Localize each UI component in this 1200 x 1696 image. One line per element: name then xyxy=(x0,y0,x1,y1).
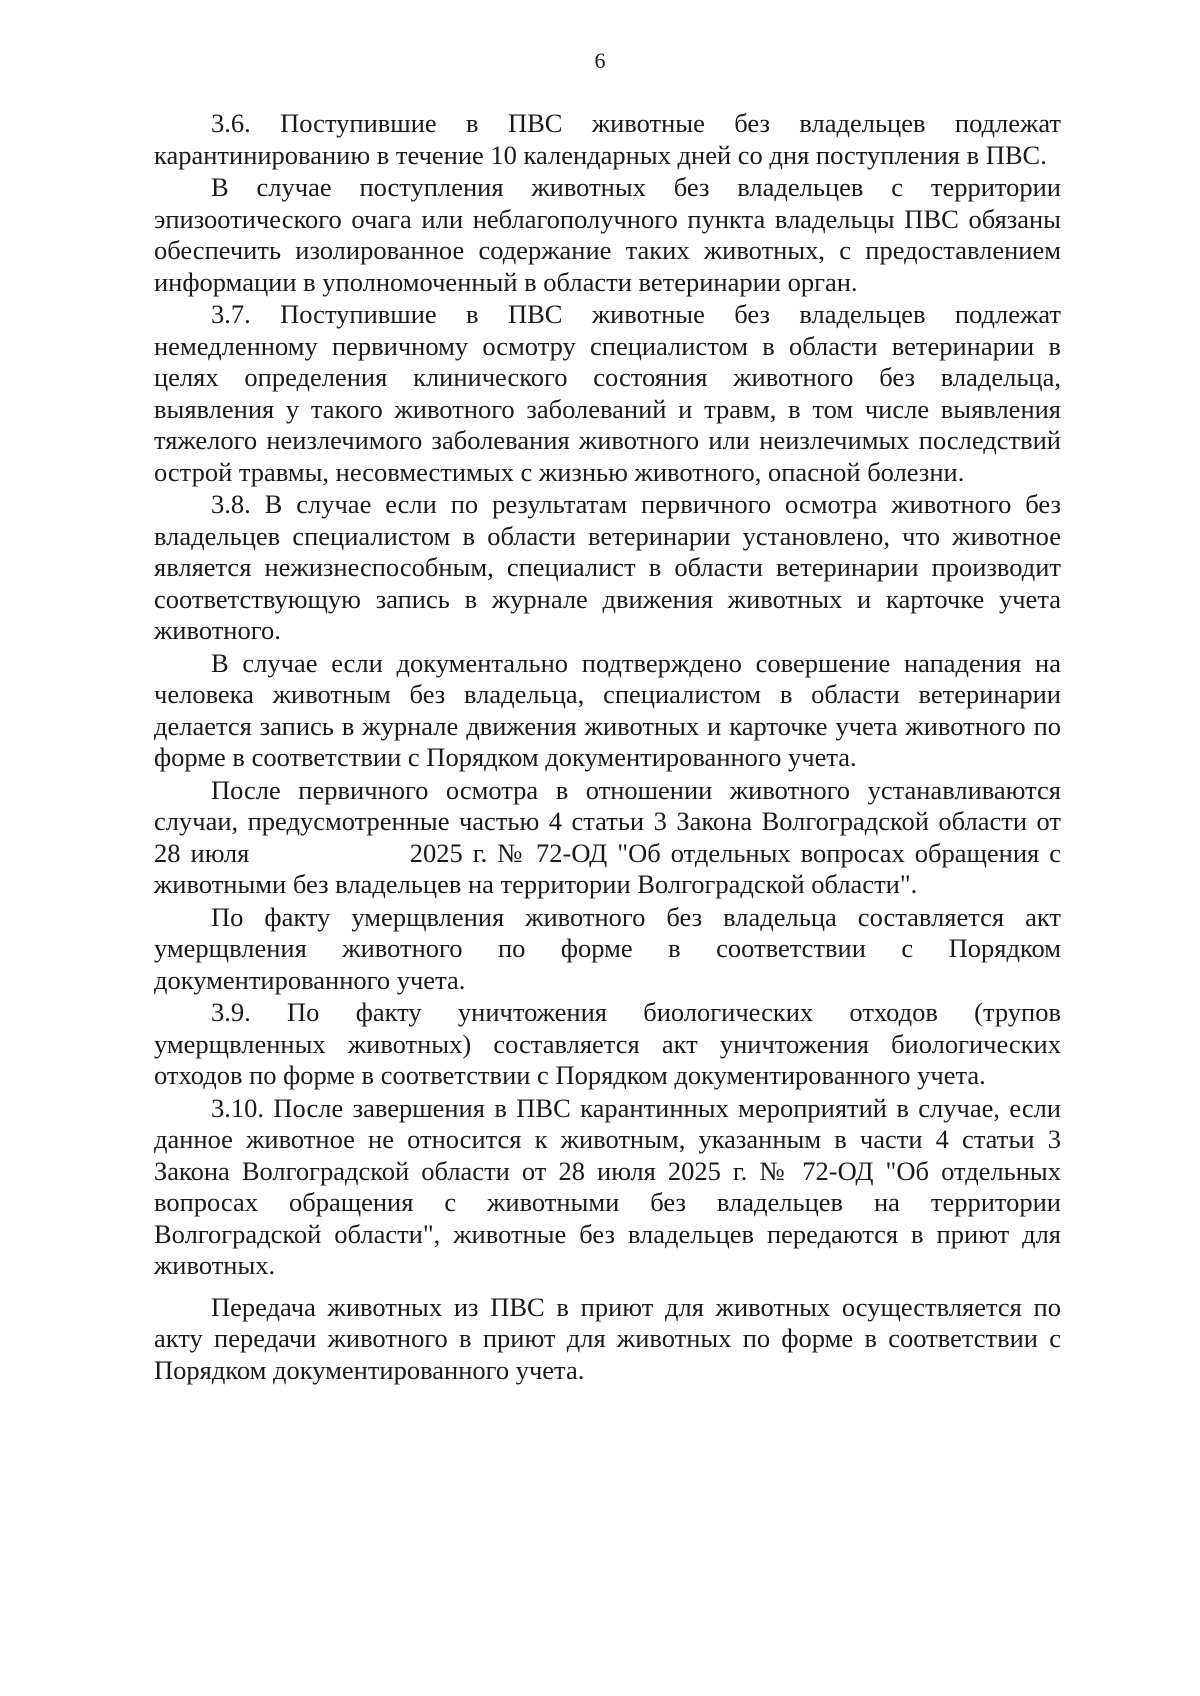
paragraph-3-9: 3.9. По факту уничтожения биологических отходов (трупов умерщвленных животных) составляется акт уничтожения биологических отходов по форме в соответствии с Порядком документированного учета. xyxy=(154,997,1061,1090)
paragraph-attack-record: В случае если документально подтверждено совершение нападения на человека животным без владельца, специалистом в области ветеринарии делается запись в журнале движения животных и карточке учета животного по форме в соответствии с Порядком документированного учета. xyxy=(154,647,1061,772)
paragraph-3-7: 3.7. Поступившие в ПВС животные без владельцев подлежат немедленному первичному осмотру специалистом в области ветеринарии в целях определения клинического состояния животного без владельца, выявления у такого животного заболеваний и травм, в том числе выявления тяжелого неизлечимого заболевания животного или неизлечимых последствий острой травмы, несовместимых с жизнью животного, опасной болезни. xyxy=(154,299,1061,487)
document-body xyxy=(154,108,1068,1386)
paragraph-transfer-to-shelter: Передача животных из ПВС в приют для животных осуществляется по акту передачи животного в приют для животных по форме в соответствии с Порядком документированного учета. xyxy=(154,1291,1061,1385)
paragraph-3-8: 3.8. В случае если по результатам первичного осмотра животного без владельцев специалистом в области ветеринарии установлено, что животное является нежизнеспособным, специалист в области ветеринарии производит соответствующую запись в журнале движения животных и карточке учета животного. xyxy=(154,489,1061,645)
paragraph-3-10: 3.10. После завершения в ПВС карантинных мероприятий в случае, если данное животное не относится к животным, указанным в части 4 статьи 3 Закона Волгоградской области от 28 июля 2025 г. № 72-ОД "Об отдельных вопросах обращения с животными без владельцев на территории Волгоградской области", животные без владельцев передаются в приют для животных. xyxy=(154,1092,1061,1280)
paragraph-euthanasia-act: По факту умерщвления животного без владельца составляется акт умерщвления животного по форме в соответствии с Порядком документированного учета. xyxy=(154,901,1061,995)
paragraph-3-6: 3.6. Поступившие в ПВС животные без владельцев подлежат карантинированию в течение 10 календарных дней со дня поступления в ПВС. xyxy=(154,108,1061,170)
paragraph-after-inspection: После первичного осмотра в отношении животного устанавливаются случаи, предусмотренные частью 4 статьи 3 Закона Волгоградской области от 28 июля 2025 г. № 72-ОД "Об отдельных вопросах обращения с животными без владельцев на территории Волгоградской области". xyxy=(154,774,1068,899)
paragraph-epizootic-focus: В случае поступления животных без владельцев с территории эпизоотического очага или неблагополучного пункта владельцы ПВС обязаны обеспечить изолированное содержание таких животных, с предоставлением информации в уполномоченный в области ветеринарии орган. xyxy=(154,172,1061,297)
page-number: 6 xyxy=(594,48,606,73)
